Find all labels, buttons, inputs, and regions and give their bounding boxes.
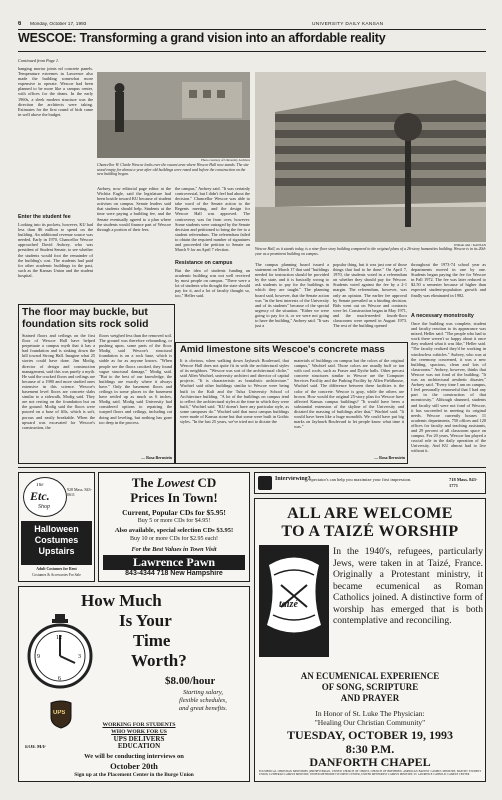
ups-hiring-ad[interactable] [18, 586, 250, 782]
interviewing-phone: 718 Mass. 843-1771 [449, 477, 478, 488]
taize-sponsors: ECUMENICAL CHRISTIAN MINISTRIES (PRESBYTERIAN, UNITED CHURCH OF CHRIST, CHURCH OF BRETHREN, AMERICAN BAPTIST CAMPUS MINISTRY, BAPTIST STUDENT UNION, LUTHERAN CAMPUS MINISTRY, UNITED METHODIST STUDENT CENTER, UNITED METHODIST CAMPUS MINISTRY, ST. LAWRENCE CATHOLIC CAMPUS CENTER [259, 770, 481, 777]
floor-byline: — Rosa Bernstein [141, 455, 172, 460]
taize-sub-2: OF SONG, SCRIPTURE [321, 682, 419, 692]
ups-working-1: WORKING FOR STUDENTS [102, 722, 176, 728]
ups-interview-date: October 20th [110, 761, 158, 771]
story-col1b-text: Looking into its pockets, however, KU had less than $6 million to spend on the building. An additional revenue source was needed. Early in 1970, Chancellor Wescoe approached David Awbrey, who was president of Student Senate, to see whether the students would foot the remainder of the building's cost. The students had paid for other academic buildings in the past, such as the Kansas Union and the student hospital. [18, 222, 93, 278]
floor-col2: floors weighed less than the removed soil. The ground was therefore rebounding, or pushing upon, some parts of the floor. Modig said Wescoe's structural foundation is on a rock base, which is stable as far as anyone knows. "When people see the floors crooked, they found vague structural damage," Modig said. "But to the best of our knowledge, the buildings are exactly where it always have." Only the basement floors and ceilings in some places in the basement have settled up as much as 6 inches, Modig said. Modig said University had considered options to repairing the warped floors and ceilings, including cut doing and leveling, but nothing has gone too deep in the process. [99, 333, 172, 425]
stopwatch-icon [25, 613, 95, 689]
cd-best-values: For the Best Values in Town Visit [131, 546, 217, 553]
taize-honor-1: In Honor of St. Luke The Physician: [315, 709, 425, 718]
cd-headline-2: Prices In Town! [130, 490, 218, 505]
photo-wescoe-hall [255, 72, 486, 242]
ups-head-3: Time [133, 631, 171, 650]
story-col3-text: the campus," Awbrey said. "It was certainly controversial, but I didn't feel bad about the decision." Chancellor Wescoe was able to take word of the Senate action to the Regents meeting, and the design for Wescoe Hall was approved. The controversy was far from over, however. Some students were outraged by the Senate decision and petitioned to bring the fee to a student referendum. The referendum failed to obtain the required number of signatures and proceeded the petition to Senate on March 9 for an April 7 election. [175, 186, 250, 253]
cd-special: Also available, special selection CDs $3.95! [114, 527, 234, 534]
taize-sub-1: AN ECUMENICAL EXPERIENCE [300, 671, 440, 681]
ups-pay-rate: $8.00/hour [165, 675, 216, 687]
ups-head-1: How Much [81, 591, 162, 610]
ups-perks [159, 689, 247, 713]
taize-place: DANFORTH CHAPEL [309, 755, 431, 769]
floor-headline: The floor may buckle, but foundation sits rock solid [22, 307, 149, 330]
taize-headline-1: ALL ARE WELCOME [287, 505, 453, 522]
story-col1-text: hanging mortar joints nd concrete panels. Temperature extremes in Lawrence also made the building somewhat more expensive to operate. Wescoe had been planned to be more like a campus center, with offices for the deans. In the early 1960s, a sleek modern structure was the direction the architects were taking. Estimates for the first round of bids came in well above the budget. [18, 66, 93, 117]
page-number: 6 [18, 21, 22, 27]
etc-costumes: Costumes [34, 535, 79, 545]
spectators-logo-icon [258, 476, 272, 490]
taize-date: TUESDAY, OCTOBER 19, 1993 [287, 728, 453, 742]
story-col5-text: popular thing, but it was just one of those things that had to be done." On April 7, 1970, the students voted in a referendum on whether they should pay for Wescoe. Students voted against the fee by a 2-1 margin. The referendum, however, was only an opinion. The earlier fee approval by Senate prevailed as a binding decision. Bids went out on Wescoe and contracts were let. Construction began in May 1971, and the much-needed fourth-floor classrooms were opened in August 1973. The rest of the building opened [333, 262, 407, 329]
lawrence-pawn-cd-ad[interactable] [98, 472, 250, 582]
etc-logo-etc: Etc. [30, 489, 50, 503]
ups-eoe: EOE M/F [25, 745, 46, 750]
story-col6-text: throughout the 1973-74 school year as departments moved in one by one. Students began paying the fee for Wescoe in Fall 1972. The fee was later reduced to $2.50 a semester because of higher than expected student-population growth and finally was eliminated in 1982. [411, 262, 486, 298]
story-col4-text: The campus planning board issued a statement on March 17 that said "buildings needed for instruction should be provided by the state, and it is basically wrong to ask students to pay for the buildings in which they are taught." The planning board said, however, that the Senate action was "in the best interests of the University and of its students" because of the special urgency of the situation. "Either we were going to pay for it, or we were not going to have the building," Awbrey said. "It was just a [255, 262, 329, 329]
cd-cd: CD [197, 475, 217, 490]
photo-chancellor-site [97, 72, 250, 158]
headline-rule [18, 51, 486, 52]
main-headline: WESCOE: Transforming a grand vision into an affordable reality [18, 31, 386, 45]
ups-head-4: Worth? [131, 651, 187, 670]
etc-logo-shop: Shop [38, 504, 50, 510]
amid-col1: It is obvious, when walking down Jayhawk Boulevard, that Wescoe Hall does not quite fit in with the architectural styles of its neighbors. "Wescoe was sort of the architectural cliche," said Allen Wachtel, university architect and director of capital projects. "It is characteristic as brutalistic architecture." Wachtel said other buildings similar to Wescoe were being built in the Kalt and the Tulsa University School of Architecture building. "A lot of the buildings on campus tend to reflect the architectural styles at the time in which they were built," Wachtel said. "KU doesn't have any particular style, as some campuses do." Wachtel said that most campus buildings were made of Kansas stone but that some were built in Gothic styles. "In the last 25 years, we've tried not to dictate the [180, 358, 289, 425]
taize-headline-2: TO A TAIZÉ WORSHIP [281, 523, 459, 540]
taize-worship-ad[interactable] [254, 498, 486, 782]
taize-sub-3: AND PRAYER [340, 693, 400, 703]
spectators-interviewing-ad[interactable] [254, 472, 486, 494]
ups-perk-benefits: and great benefits. [178, 705, 228, 712]
ups-working-3: UPS DELIVERS [113, 735, 165, 743]
amid-byline: — Rosa Bernstein [374, 455, 405, 460]
subhead-resistance: Resistance on campus [175, 260, 233, 266]
taize-honor [255, 709, 485, 727]
cd-pawn-name: Lawrence Pawn [103, 555, 245, 570]
amid-col2: materials of buildings on campus but the colors of the original campus," Wachtel said. Those colors are usually buff or tan with cool roofs, such as Fraser and Dyche halls. Other precast concrete structures similar to Wescoe are the Computer Services Facility and the Parking Facility by Allen Fieldhouse, Wachtel said. The difference between these facilities is the color of the concrete. Wescoe is gray, while the others are brown. How would the original 25-story plan for Wescoe have affected Kansas campus buildings? "It would have been a substantial extension of the skyline of the University and dictated the massing of buildings after that," Wachtel said. "It would have been like a huge monolith. We could have put big marks on Jayhawk Boulevard to let people know what time it was." [294, 358, 404, 430]
etc-banner [21, 521, 92, 565]
ads-divider [18, 467, 486, 468]
paper-name: UNIVERSITY DAILY KANSAN [312, 22, 384, 27]
ups-perk-salary: Starting salary, [182, 689, 224, 696]
taize-logo-word: taizé [279, 599, 298, 610]
resistance-text: But the idea of students funding an academic building was not well received by most people on campus. "There were a lot of students who thought the state should pay for it, and a lot of faculty thought so, too," Heller said. [175, 268, 250, 299]
ups-logo-text: UPS [53, 710, 66, 716]
cd-phone-address: 843-4344 718 New Hampshire [125, 570, 223, 577]
ups-working-4: EDUCATION [117, 742, 161, 750]
ups-perk-schedule: flexible schedules, [179, 697, 227, 704]
interviewing-subtitle: Spectator's can help you maximize your first impression. [309, 477, 412, 482]
svg-text:3: 3 [78, 654, 81, 660]
cd-current-price: Current, Popular CDs for $5.95! [122, 508, 226, 517]
svg-text:6: 6 [58, 676, 61, 682]
taize-subhead [255, 671, 485, 704]
taize-body: In the 1940's, refugees, particularly Jews, were taken in at Taizé, France. Originally a Protestant ministry, it became ecumenical as Roman Catholics joined. A distinctive form of worship has emerged that is both contemplative and reconciling. [333, 546, 483, 626]
taize-time: 8:30 P.M. [345, 742, 395, 756]
etc-halloween: Halloween [34, 524, 79, 534]
ups-working-2: WHO WORK FOR US [111, 729, 167, 735]
amid-headline: Amid limestone sits Wescoe's concrete mass [180, 344, 385, 355]
taize-honor-2: "Healing Our Christian Community" [314, 718, 426, 727]
photo1-credit: Photo courtesy of University Archives [201, 158, 250, 162]
photo1-caption: Chancellor W. Clarke Wescoe looks over the vacant area where Wescoe Hall now stands. The site stood empty for almost a year after old buildings were razed and before the construction on the new building began. [97, 163, 249, 177]
cd-buy-ten: Buy 10 or more CDs for $2.95 each! [130, 536, 218, 542]
svg-text:9: 9 [37, 654, 40, 660]
ups-interview-note: We will be conducting interviews on [84, 753, 184, 760]
issue-date: Monday, October 17, 1993 [30, 22, 87, 27]
ups-signup: Sign up at the Placement Center in the Burge Union [74, 772, 194, 778]
subhead-student-fee: Enter the student fee [18, 214, 71, 220]
continued-line: Continued from Page 1. [18, 58, 60, 63]
ups-head-2: Is Your [119, 611, 172, 630]
floor-col1: Stained floors and ceilings on the first floor of Wescoe Hall have helped perpetuate a campus myth that it has a bad foundation and is sinking down the hill toward Strong Hall. Imagine what 25 stories could have done. Jim Modig, director of design and construction management, said this was purely a myth. He said the cracked floors and ceilings are because of a 1980 and more studied ones extensive in this science. Wescoe's basement level floors are concrete slabs similar to a sidewalk, Modig said. They are not resting on the foundation but on the ground. Modig said the floors were poured on a base of fills, which is soft, porous and easily breakable. When the upward was excavated for Wescoe's construction, the [22, 333, 95, 430]
cd-the: The [131, 475, 154, 490]
masthead-rule [18, 29, 486, 30]
etc-logo [23, 477, 67, 517]
etc-upstairs: Upstairs [38, 546, 75, 556]
monstrosity-text: Once the building was complete, student and faculty reaction to its appearance was mixed, Heller said. "The people who had to work there weren't so happy about it once they realized what it was like," Heller said. "The faculty realized they'd be working in windowless cubicles." Awbrey, who was at the ceremony concerned, it was a new building, spacious, clean and lots of classrooms." Awbrey, however, thinks that Wescoe was not fond of the building. "It was an architectural aesthetic disaster," Awbrey said. "Every time I am on campus, I feel personally remorseful that I had any part in the construction of that monstrosity." Although shunned, students and faculty still were not fond of Wescoe, it has succeeded in meeting its original needs. Wescoe currently houses 11 academic departments, 750 offices and 120 offices for faculty and teaching assistants, and 29 percent of all classroom space on campus. For 20 years, Wescoe has played a crucial role in the daily operation of the University. And KU almost had to live without it. [411, 321, 486, 454]
etc-adult-rent: Adult Costumes for Rent [36, 567, 77, 571]
photo2-caption: Wescoe Hall, as it stands today, is a nine-floor story building compared to the original plans of a 26-story humanities building. Wescoe is in its 20th year as a prominent building on campus. [255, 247, 486, 256]
story-col2-text: Awbrey, now editorial page editor at the Wichita Eagle, said the legislature had been hostile toward KU because of student activism on campus. Senate leaders said that students should help. Students at the time were paying a building fee, and the Senate eventually agreed to a plan where the students would finance part of Wescoe through a portion of their fees. [97, 186, 171, 232]
cd-lowest: Lowest [156, 475, 195, 490]
svg-text:12: 12 [56, 635, 62, 641]
cd-buy-five: Buy 5 or more CDs for $4.95! [137, 518, 211, 524]
etc-shop-ad[interactable] [18, 472, 95, 582]
etc-for-sale: Costumes & Accessories For Sale [32, 573, 81, 577]
ups-working [89, 722, 189, 750]
etc-address: 928 Mass. 843-0611 [67, 487, 92, 497]
etc-logo-the: The [36, 483, 44, 488]
subhead-monstrosity: A necessary monstrosity [411, 313, 474, 319]
interviewing-title: Interviewing? [275, 476, 311, 482]
photo2-credit: William Ahn / KANSAN [453, 243, 486, 247]
cd-headline-1 [99, 475, 249, 491]
